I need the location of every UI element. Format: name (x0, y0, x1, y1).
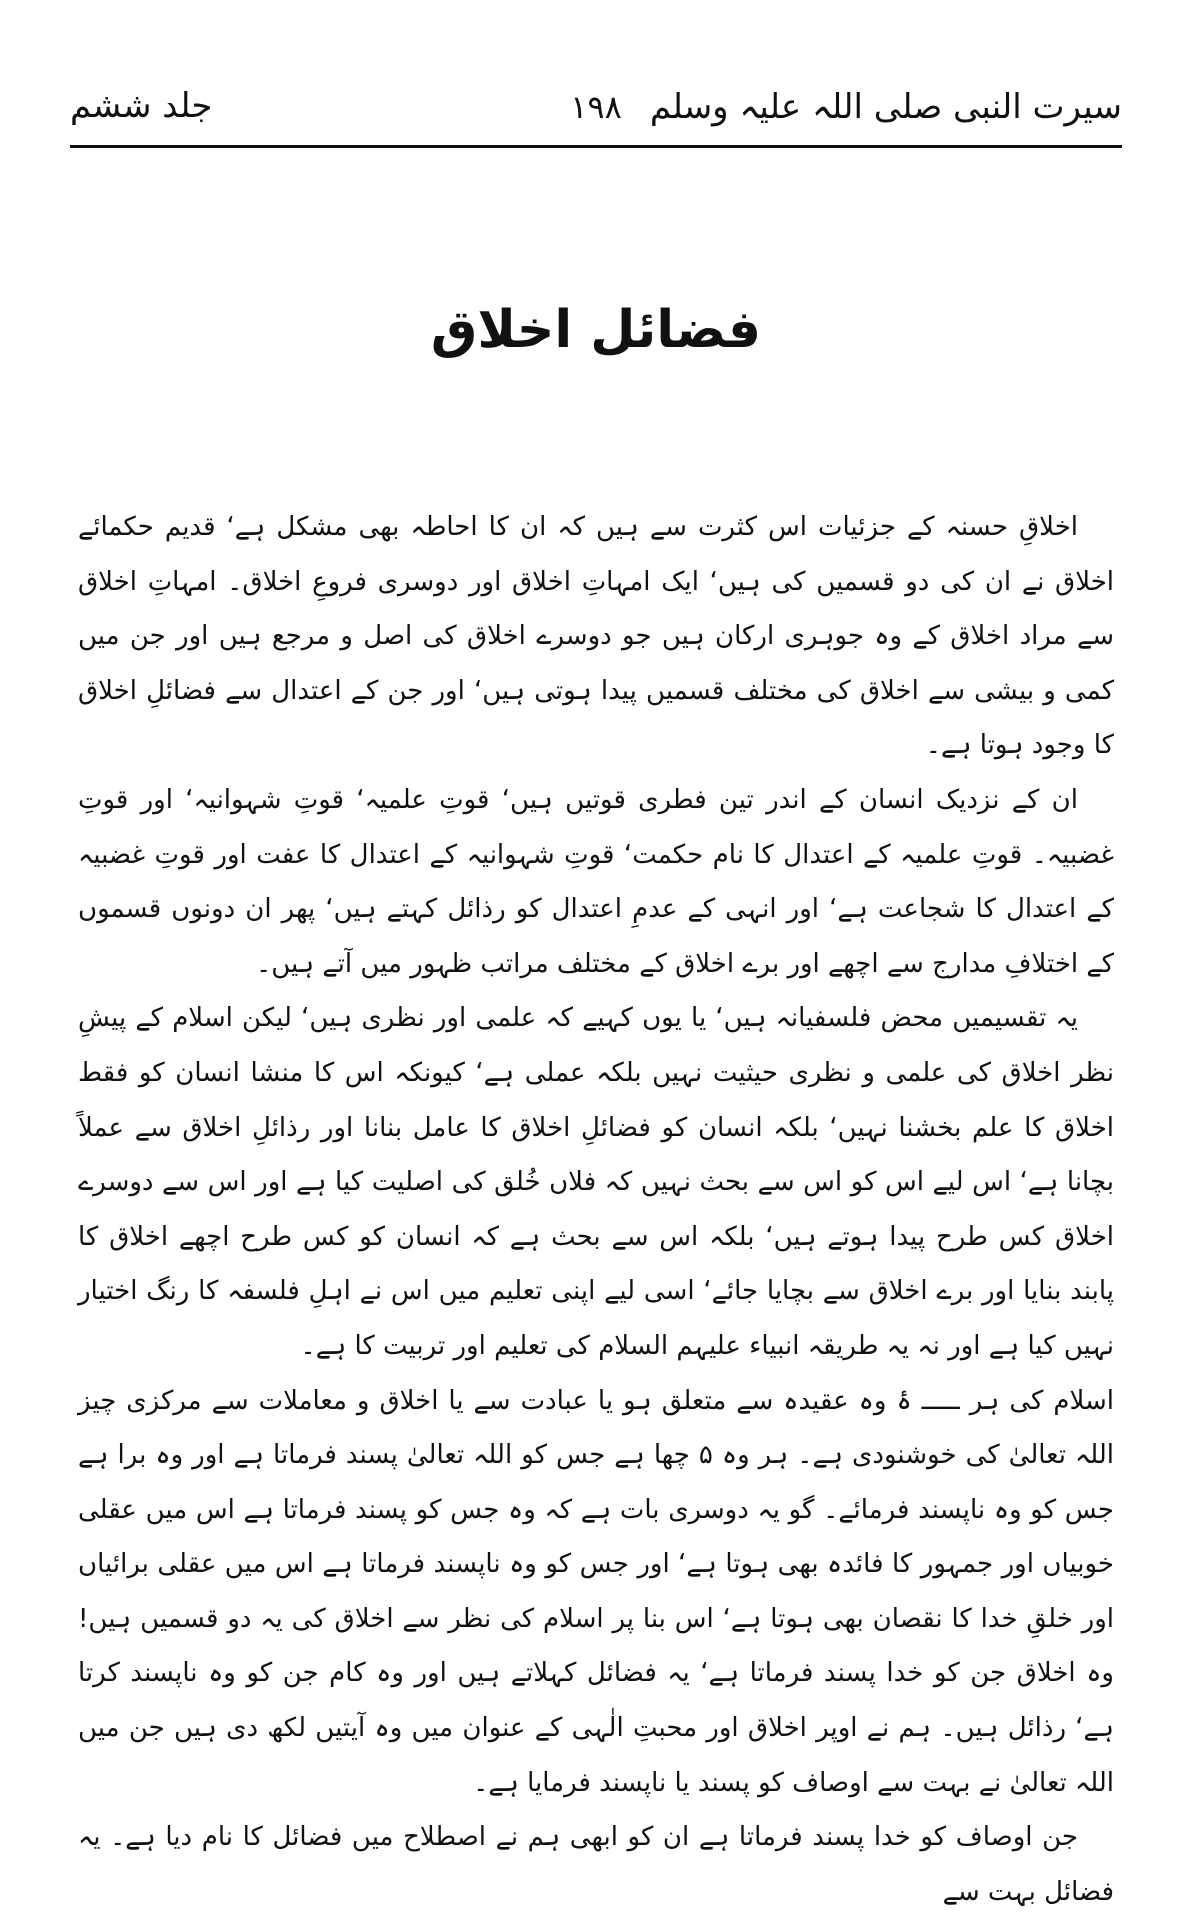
paragraph-1: اخلاقِ حسنہ کے جزئیات اس کثرت سے ہیں کہ ان کا احاطہ بھی مشکل ہے‘ قدیم حکمائے اخلاق نے ان کی دو قسمیں کی ہیں‘ ایک امہاتِ اخلاق اور دوسری فروعِ اخلاق۔ امہاتِ اخلاق سے مراد اخلاق کے وہ جوہری ارکان ہیں جو دوسرے اخلاق کی اصل و مرجع ہیں اور جن میں کمی و بیشی سے اخلاق کی مختلف قسمیں پیدا ہوتی ہیں‘ اور جن کے اعتدال سے فضائلِ اخلاق کا وجود ہوتا ہے۔ (78, 512, 1114, 761)
running-volume-label: جلد ششم (70, 86, 213, 126)
paragraph-2: ان کے نزدیک انسان کے اندر تین فطری قوتیں ہیں‘ قوتِ علمیہ‘ قوتِ شہوانیہ‘ اور قوتِ غضبیہ۔ قوتِ علمیہ کے اعتدال کا نام حکمت‘ قوتِ شہوانیہ کے اعتدال کا عفت اور قوتِ غضبیہ کے اعتدال کا شجاعت ہے‘ اور انہی کے عدمِ اعتدال کو رذائل کہتے ہیں‘ پھر ان دونوں قسموں کے اختلافِ مدارج سے اچھے اور برے اخلاق کے مختلف مراتب ظہور میں آتے ہیں۔ (78, 784, 1114, 979)
body-text (78, 500, 1114, 1919)
running-book-title: سیرت النبی صلی اللہ علیہ وسلم (649, 87, 1122, 127)
paragraph-5: جن اوصاف کو خدا پسند فرماتا ہے ان کو ابھی ہم نے اصطلاح میں فضائل کا نام دیا ہے۔ یہ فضائل بہت سے (78, 1822, 1114, 1907)
page-number: ۱۹۸ (570, 88, 622, 126)
chapter-title: فضائل اخلاق (430, 300, 762, 360)
header-divider (70, 145, 1122, 148)
page-header (70, 78, 1122, 134)
paragraph-3: یہ تقسیمیں محض فلسفیانہ ہیں‘ یا یوں کہیے کہ علمی اور نظری ہیں‘ لیکن اسلام کے پیشِ نظر اخلاق کی علمی و نظری حیثیت نہیں بلکہ عملی ہے‘ کیونکہ اس کا منشا انسان کو فقط اخلاق کا علم بخشنا نہیں‘ بلکہ انسان کو فضائلِ اخلاق کا عامل بنانا اور رذائلِ اخلاق سے عملاً بچانا ہے‘ اس لیے اس کو اس سے بحث نہیں کہ فلاں خُلق کی اصلیت کیا ہے اور اس سے دوسرے اخلاق کس طرح پیدا ہوتے ہیں‘ بلکہ اس سے بحث ہے کہ انسان کو کس طرح اچھے اخلاق کا پابند بنایا اور برے اخلاق سے بچایا جائے‘ اسی لیے اپنی تعلیم میں اس نے اہلِ فلسفہ کا رنگ اختیار نہیں کیا ہے اور نہ یہ طریقہ انبیاء علیہم السلام کی تعلیم اور تربیت کا ہے۔ (78, 1003, 1114, 1361)
paragraph-4: اسلام کی ہر ـــــ ۂ وہ عقیدہ سے متعلق ہو یا عبادت سے یا اخلاق و معاملات سے مرکزی چیز اللہ تعالیٰ کی خوشنودی ہے۔ ہر وہ ۵ چھا ہے جس کو اللہ تعالیٰ پسند فرماتا ہے اور وہ برا ہے جس کو وہ ناپسند فرمائے۔ گو یہ دوسری بات ہے کہ وہ جس کو پسند فرماتا ہے اس میں عقلی خوبیاں اور جمہور کا فائدہ بھی ہوتا ہے‘ اور جس کو وہ ناپسند فرماتا ہے اس میں عقلی برائیاں اور خلقِ خدا کا نقصان بھی ہوتا ہے‘ اس بنا پر اسلام کی نظر سے اخلاق کی یہ دو قسمیں ہیں! وہ اخلاق جن کو خدا پسند فرماتا ہے‘ یہ فضائل کہلاتے ہیں اور وہ کام جن کو وہ ناپسند کرتا ہے‘ رذائل ہیں۔ ہم نے اوپر اخلاق اور محبتِ الٰہی کے عنوان میں وہ آیتیں لکھ دی ہیں جن میں اللہ تعالیٰ نے بہت سے اوصاف کو پسند یا ناپسند فرمایا ہے۔ (78, 1385, 1114, 1798)
